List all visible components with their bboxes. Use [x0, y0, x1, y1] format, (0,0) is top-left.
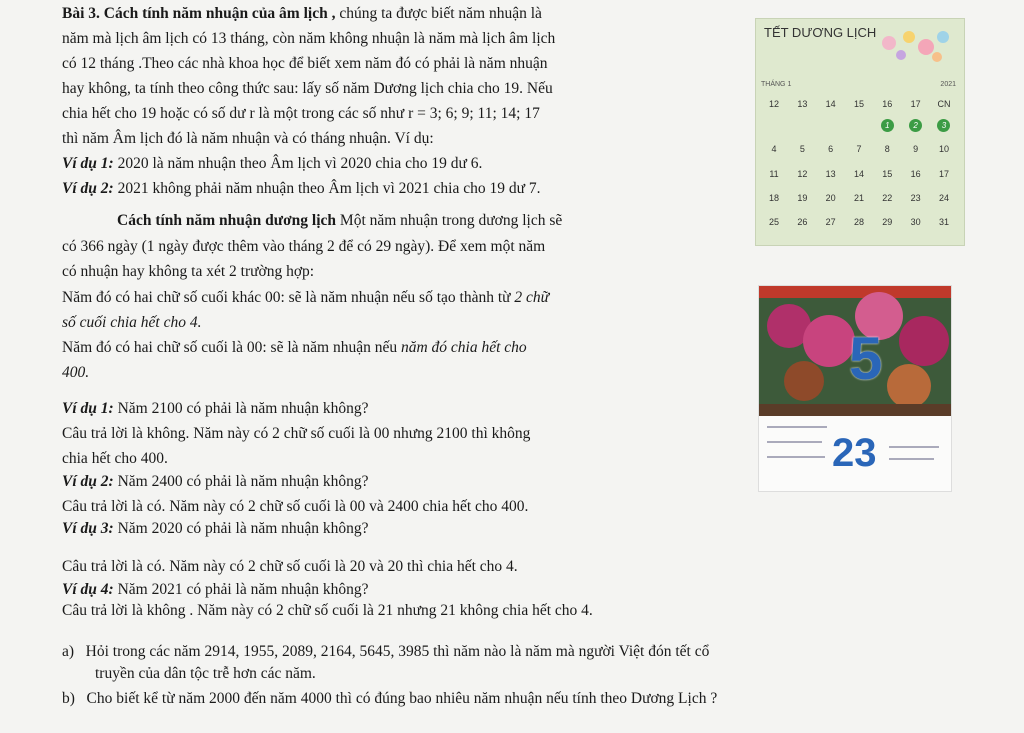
question-b-line-1: b) Cho biết kể từ năm 2000 đến năm 4000 thì có đúng bao nhiêu năm nhuận nếu tính theo Dương Lịch ?: [62, 690, 718, 707]
calendar-day-dot: 2: [909, 119, 922, 132]
calendar-week-row: 4 5 6 7 8 9 10: [771, 144, 949, 154]
divider: [767, 441, 822, 443]
flower-decoration-icon: [871, 25, 956, 65]
solar-example-3-question: Ví dụ 3: Năm 2020 có phải là năm nhuận không?: [62, 520, 369, 537]
solar-example-2-question: Ví dụ 2: Năm 2400 có phải là năm nhuận không?: [62, 473, 369, 490]
calendar-year-label: 2021: [940, 81, 956, 88]
lunar-example-1: Ví dụ 1: 2020 là năm nhuận theo Âm lịch vì 2020 chia cho 19 dư 6.: [62, 155, 483, 172]
tear-calendar-day: 23: [832, 431, 877, 475]
calendar-week-row: 18 19 20 21 22 23 24: [768, 193, 949, 203]
solar-intro-line-2: có 366 ngày (1 ngày được thêm vào tháng 2 để có 29 ngày). Để xem một năm: [62, 238, 546, 255]
solar-example-4-question: Ví dụ 4: Năm 2021 có phải là năm nhuận không?: [62, 581, 369, 598]
calendar-week-row: 25 26 27 28 29 30 31: [768, 217, 949, 227]
calendar-title: TẾT DƯƠNG LỊCH: [764, 25, 877, 40]
intro-line-1: Bài 3. Cách tính năm nhuận của âm lịch , chúng ta được biết năm nhuận là: [62, 5, 542, 22]
case-1-line-2: số cuối chia hết cho 4.: [62, 314, 202, 331]
solar-intro-line-3: có nhuận hay không ta xét 2 trường hợp:: [62, 263, 315, 280]
question-b-marker: b): [62, 690, 75, 707]
solar-example-4-answer: Câu trả lời là không . Năm này có 2 chữ số cuối là 21 nhưng 21 không chia hết cho 4.: [62, 602, 593, 619]
divider: [889, 446, 939, 448]
solar-example-1-answer-1: Câu trả lời là không. Năm này có 2 chữ số cuối là 00 nhưng 2100 thì không: [62, 425, 531, 442]
case-2-line-2: 400.: [62, 364, 90, 381]
calendar-day-dot: 3: [937, 119, 950, 132]
lunar-example-2: Ví dụ 2: 2021 không phải năm nhuận theo Âm lịch vì 2021 chia cho 19 dư 7.: [62, 180, 541, 197]
solar-example-2-answer: Câu trả lời là có. Năm này có 2 chữ số cuối là 00 và 2400 chia hết cho 400.: [62, 498, 529, 515]
case-2-line-1: Năm đó có hai chữ số cuối là 00: sẽ là năm nhuận nếu năm đó chia hết cho: [62, 339, 527, 356]
solar-example-1-answer-2: chia hết cho 400.: [62, 450, 168, 467]
calendar-day-dot: 1: [881, 119, 894, 132]
intro-line-2: năm mà lịch âm lịch có 13 tháng, còn năm không nhuận là năm mà lịch âm lịch: [62, 30, 556, 47]
question-a-marker: a): [62, 643, 75, 660]
solar-title: Cách tính năm nhuận dương lịch: [117, 212, 337, 229]
solar-example-3-answer: Câu trả lời là có. Năm này có 2 chữ số cuối là 20 và 20 thì chia hết cho 4.: [62, 558, 518, 575]
tear-off-calendar: [758, 285, 952, 492]
calendar-header-row: 12 13 14 15 16 17 CN: [768, 99, 951, 109]
calendar-week-row: 11 12 13 14 15 16 17: [769, 169, 949, 179]
divider: [767, 456, 825, 458]
solar-intro-line-1: Cách tính năm nhuận dương lịch Một năm nhuận trong dương lịch sẽ: [117, 212, 563, 229]
calendar-month-label: THÁNG 1: [761, 81, 792, 88]
intro-line-5: chia hết cho 19 hoặc có số dư r là một trong các số như r = 3; 6; 9; 11; 14; 17: [62, 105, 540, 122]
intro-line-3: có 12 tháng .Theo các nhà khoa học để biết xem năm đó có phải là năm nhuận: [62, 55, 548, 72]
calendar-dot-row: [764, 119, 954, 132]
intro-line-4: hay không, ta tính theo công thức sau: lấy số năm Dương lịch chia cho 19. Nếu: [62, 80, 553, 97]
divider: [889, 458, 934, 460]
problem-title: Bài 3. Cách tính năm nhuận của âm lịch ,: [62, 5, 336, 22]
question-a-line-1: a) Hỏi trong các năm 2914, 1955, 2089, 2164, 5645, 3985 thì năm nào là năm mà người Việt đón tết cổ: [62, 643, 710, 660]
divider: [767, 426, 827, 428]
new-year-calendar: [755, 18, 965, 246]
tear-calendar-month: 5: [849, 325, 883, 392]
solar-example-1-question: Ví dụ 1: Năm 2100 có phải là năm nhuận không?: [62, 400, 369, 417]
case-1-line-1: Năm đó có hai chữ số cuối khác 00: sẽ là năm nhuận nếu số tạo thành từ 2 chữ: [62, 289, 550, 306]
question-a-line-2: truyền của dân tộc trễ hơn các năm.: [95, 665, 316, 682]
intro-line-6: thì năm Âm lịch đó là năm nhuận và có tháng nhuận. Ví dụ:: [62, 130, 434, 147]
